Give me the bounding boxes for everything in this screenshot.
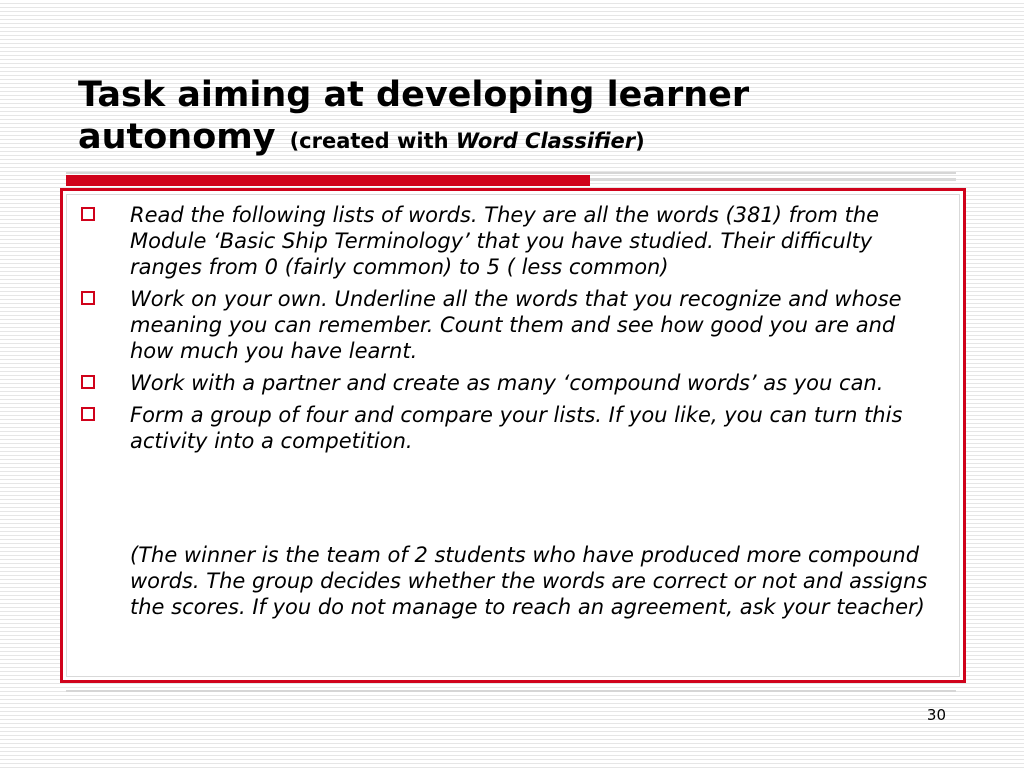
title-divider	[66, 172, 956, 174]
title-subtitle-prefix: (created with	[289, 129, 456, 153]
list-item-text: Work on your own. Underline all the words that you recognize and whose meaning you can remember. Count them and see how good you are and how much you have learnt.	[130, 287, 902, 363]
list-item-text: Form a group of four and compare your lists. If you like, you can turn this activity into a competition.	[130, 403, 903, 453]
bullet-list	[81, 202, 943, 460]
footer-divider	[66, 690, 956, 692]
content-box	[60, 188, 966, 683]
page-number: 30	[926, 706, 946, 724]
hollow-square-bullet-icon	[81, 375, 95, 389]
winner-note: (The winner is the team of 2 students who have produced more compound words. The group decides whether the words are correct or not and assigns the scores. If you do not manage to reach an agreement, ask your teacher)	[130, 543, 928, 619]
hollow-square-bullet-icon	[81, 207, 95, 221]
list-item-text: Read the following lists of words. They are all the words (381) from the Module ‘Basic Ship Terminology’ that you have studied. Their difficulty ranges from 0 (fairly common) to 5 ( less common)	[130, 203, 880, 279]
title-subtitle-suffix: )	[635, 129, 645, 153]
list-item	[81, 370, 943, 396]
accent-bar	[66, 175, 590, 186]
title-main: Task aiming at developing learner autonomy	[78, 75, 750, 157]
list-item	[81, 402, 943, 454]
list-item	[81, 202, 943, 280]
hollow-square-bullet-icon	[81, 291, 95, 305]
title-subtitle	[290, 129, 645, 153]
accent-divider	[590, 178, 956, 181]
list-item-text: Work with a partner and create as many ‘compound words’ as you can.	[130, 371, 884, 395]
slide-title	[78, 74, 978, 162]
list-item	[81, 286, 943, 364]
title-subtitle-tool-name: Word Classifier	[455, 129, 636, 153]
hollow-square-bullet-icon	[81, 407, 95, 421]
